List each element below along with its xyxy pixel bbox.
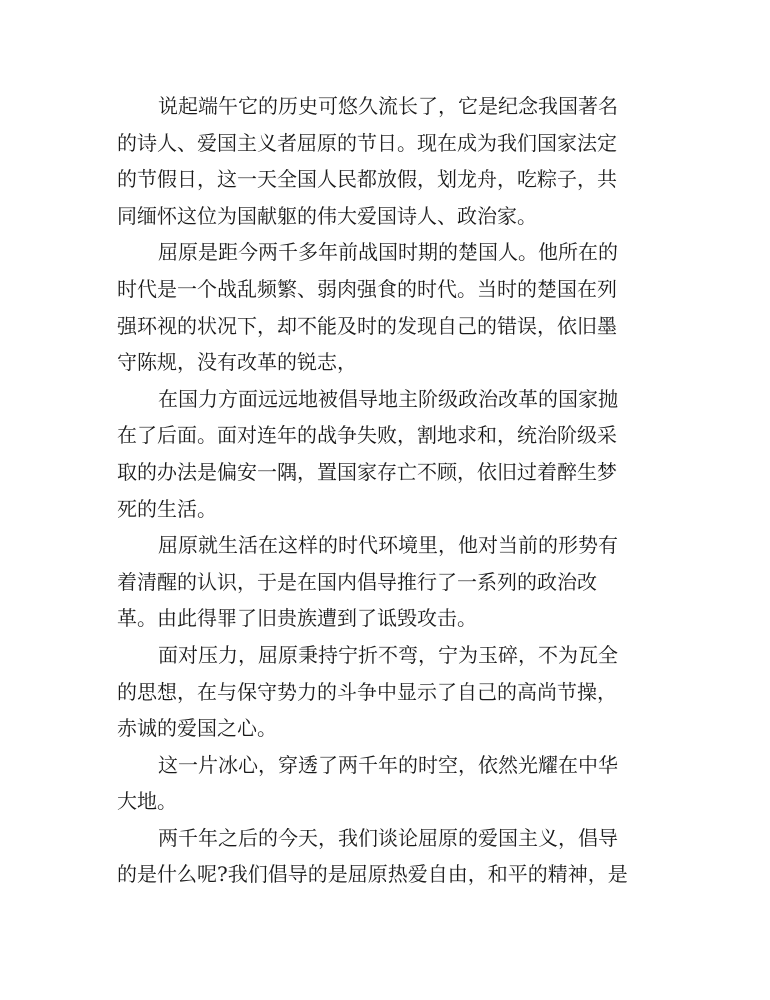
paragraph-line: 面对压力，屈原秉持宁折不弯，宁为玉碎，不为瓦全 [158, 642, 618, 667]
paragraph-line: 两千年之后的今天，我们谈论屈原的爱国主义，倡导 [158, 825, 618, 850]
paragraph-line: 屈原是距今两千多年前战国时期的楚国人。他所在的 [158, 240, 618, 265]
paragraph-line: 取的办法是偏安一隅，置国家存亡不顾，依旧过着醉生梦 [117, 459, 617, 484]
paragraph-line: 强环视的状况下，却不能及时的发现自己的错误，依旧墨 [117, 313, 617, 338]
paragraph-line: 在国力方面远远地被倡导地主阶级政治改革的国家抛 [158, 386, 618, 411]
paragraph-line: 的是什么呢?我们倡导的是屈原热爱自由，和平的精神，是 [117, 862, 628, 887]
paragraph-line: 的节假日，这一天全国人民都放假，划龙舟，吃粽子，共 [117, 167, 617, 192]
paragraph-line: 死的生活。 [117, 496, 217, 521]
paragraph-line: 守陈规，没有改革的锐志， [117, 350, 357, 375]
paragraph-line: 的诗人、爱国主义者屈原的节日。现在成为我们国家法定 [117, 130, 617, 155]
paragraph-line: 赤诚的爱国之心。 [117, 716, 277, 741]
paragraph-line: 屈原就生活在这样的时代环境里，他对当前的形势有 [158, 533, 618, 558]
paragraph-line: 时代是一个战乱频繁、弱肉强食的时代。当时的楚国在列 [117, 276, 617, 301]
paragraph-line: 这一片冰心，穿透了两千年的时空，依然光耀在中华 [158, 752, 618, 777]
paragraph-line: 的思想，在与保守势力的斗争中显示了自己的高尚节操， [117, 679, 617, 704]
paragraph-line: 在了后面。面对连年的战争失败，割地求和，统治阶级采 [117, 423, 617, 448]
paragraph-line: 大地。 [117, 789, 177, 814]
paragraph-line: 说起端午它的历史可悠久流长了，它是纪念我国著名 [158, 94, 618, 118]
paragraph-line: 同缅怀这位为国献躯的伟大爱国诗人、政治家。 [117, 203, 537, 228]
document-body [117, 88, 647, 893]
paragraph-line: 革。由此得罪了旧贵族遭到了诋毁攻击。 [117, 606, 477, 631]
paragraph-line: 着清醒的认识，于是在国内倡导推行了一系列的政治改 [117, 569, 597, 594]
